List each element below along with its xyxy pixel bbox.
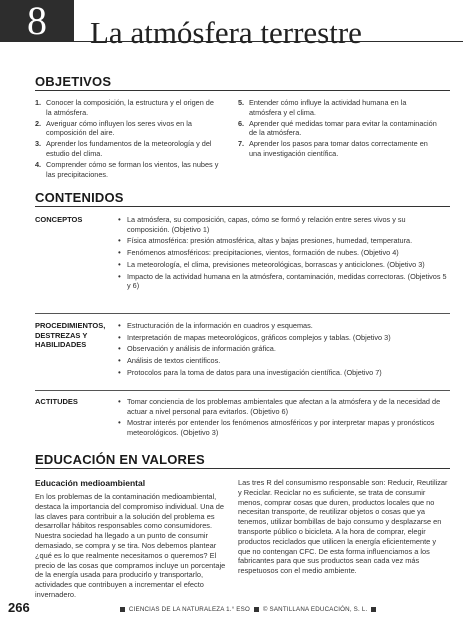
bullet-icon: • (118, 356, 121, 366)
bullet-icon: • (118, 259, 121, 269)
list-item-text: Interpretación de mapas meteorológicos, gráficos complejos y tablas. (Objetivo 3) (127, 332, 391, 342)
footer-credits (118, 606, 378, 613)
educacion-rule (35, 468, 450, 469)
objetivo-text: Conocer la composición, la estructura y el origen de la atmósfera. (46, 98, 214, 117)
divider (35, 313, 450, 314)
bullet-icon: • (118, 248, 121, 258)
objetivo-text: Aprender qué medidas tomar para evitar la contaminación de la atmósfera. (249, 118, 437, 138)
square-bullet-icon (371, 607, 376, 612)
bullet-icon: • (118, 215, 121, 224)
procedimientos-list (118, 321, 450, 380)
conceptos-label: CONCEPTOS (35, 215, 83, 224)
actitudes-label: ACTITUDES (35, 397, 78, 406)
bullet-icon: • (118, 321, 121, 330)
divider (35, 390, 450, 391)
objetivo-number: 1. (35, 98, 42, 107)
footer-left-text: CIENCIAS DE LA NATURALEZA 1.° ESO (128, 606, 250, 613)
list-item-text: Física atmosférica: presión atmosférica, altas y bajas presiones, humedad, temperatura. (127, 236, 413, 246)
objetivo-number: 7. (238, 139, 245, 149)
list-item (118, 236, 450, 246)
bullet-icon: • (118, 332, 121, 342)
actitudes-list (118, 397, 450, 440)
objetivo-text: Averiguar cómo influyen los seres vivos en la composición del aire. (46, 118, 192, 138)
list-item-text: Tomar conciencia de los problemas ambientales que afectan a la atmósfera y de la necesidad de actuar a nivel personal para evitarlos. (Objetivo 6) (127, 397, 441, 416)
objetivos-heading: OBJETIVOS (35, 74, 112, 89)
list-item-text: Mostrar interés por entender los fenómenos atmosféricos y por interpretar mapas y pronósticos meteorológicos. (Objetivo 3) (127, 418, 435, 438)
objetivos-rule (35, 90, 450, 91)
objetivo-item (35, 139, 220, 158)
list-item (118, 368, 450, 378)
list-item-text: Protocolos para la toma de datos para una investigación científica. (Objetivo 7) (127, 367, 382, 377)
objetivo-number: 6. (238, 118, 245, 128)
objetivo-item (238, 98, 438, 117)
bullet-icon: • (118, 397, 121, 406)
bullet-icon: • (118, 271, 121, 281)
contenidos-rule (35, 206, 450, 207)
objetivo-item (35, 160, 220, 179)
list-item-text: Fenómenos atmosféricos: precipitaciones, vientos, formación de nubes. (Objetivo 4) (127, 248, 399, 258)
bullet-icon: • (118, 344, 121, 354)
objetivo-number: 5. (238, 98, 245, 107)
objetivo-item (238, 119, 438, 138)
objetivo-item (35, 119, 220, 138)
list-item (118, 418, 450, 437)
objetivo-text: Comprender cómo se forman los vientos, las nubes y las precipitaciones. (46, 160, 219, 179)
objetivo-text: Entender cómo influye la actividad humana en la atmósfera y el clima. (249, 98, 407, 117)
conceptos-list (118, 215, 450, 293)
list-item (118, 333, 450, 343)
chapter-title: La atmósfera terrestre (90, 15, 362, 50)
square-bullet-icon (254, 607, 259, 612)
list-item (118, 260, 450, 270)
list-item-text: La atmósfera, su composición, capas, cómo se formó y relación entre seres vivos y su composición. (Objetivo 1) (127, 215, 406, 234)
list-item-text: Estructuración de la información en cuadros y esquemas. (127, 321, 313, 330)
square-bullet-icon (120, 607, 125, 612)
contenidos-heading: CONTENIDOS (35, 190, 124, 205)
objetivos-left-column (35, 98, 220, 181)
objetivo-item (35, 98, 220, 117)
list-item (118, 321, 450, 331)
objetivo-number: 2. (35, 118, 42, 128)
objetivo-item (238, 139, 438, 158)
educacion-right-text: Las tres R del consumismo responsable son: Reducir, Reutilizar y Reciclar. Reciclar no es suficiente, se trata de consumir menos, comprar cosas que duren, productos locales que no necesitan transporte, de reutilizar objetos o cosas que ya tenemos, utilizar bombillas de bajo consumo y desplazarse en transporte público o bicicleta. A la hora de comprar, elegir productos reciclados que utilicen la energía eficientemente y que no contengan CFC. De esta forma influenciamos a los fabricantes para que sus productos sean cada vez más respetuosos con el medio ambiente. (238, 478, 448, 576)
list-item (118, 215, 450, 234)
educacion-subheading: Educación medioambiental (35, 478, 146, 488)
procedimientos-label: PROCEDIMIENTOS, DESTREZAS Y HABILIDADES (35, 321, 106, 350)
chapter-number: 8 (0, 0, 74, 42)
educacion-heading: EDUCACIÓN EN VALORES (35, 452, 205, 467)
list-item-text: La meteorología, el clima, previsiones meteorológicas, borrascas y anticiclones. (Objetivo 3) (127, 259, 425, 269)
list-item (118, 248, 450, 258)
list-item-text: Impacto de la actividad humana en la atmósfera, contaminación, medidas correctoras. (Objetivos 5 y 6) (127, 271, 447, 291)
footer-right-text: © SANTILLANA EDUCACIÓN, S. L. (262, 606, 368, 613)
list-item (118, 272, 450, 291)
list-item (118, 397, 450, 416)
objetivo-text: Aprender los fundamentos de la meteorología y del estudio del clima. (46, 139, 212, 158)
list-item (118, 344, 450, 354)
objetivos-right-column (238, 98, 438, 160)
bullet-icon: • (118, 418, 121, 428)
list-item-text: Análisis de textos científicos. (127, 356, 221, 366)
educacion-left-text: En los problemas de la contaminación medioambiental, destaca la importancia del compromiso individual. Una de las claves para contribuir a la solución del problema es desarrollar hábitos responsables como consumidores. Nuestra sociedad ha llegado a un punto de consumir demasiado, se compra y se tira. Nos debemos plantear ¿qué es lo que realmente necesitamos o queremos? El precio de las cosas que compramos incluye un porcentaje de la energía usada para producirlo y transportarlo, actividades que contribuyen a incrementar el efecto invernadero. (35, 492, 226, 599)
bullet-icon: • (118, 236, 121, 246)
objetivo-text: Aprender los pasos para tomar datos correctamente en una investigación científica. (249, 139, 428, 158)
objetivo-number: 4. (35, 160, 42, 170)
objetivo-number: 3. (35, 139, 42, 149)
bullet-icon: • (118, 367, 121, 377)
list-item-text: Observación y análisis de información gráfica. (127, 344, 276, 354)
page-number: 266 (8, 600, 30, 615)
list-item (118, 356, 450, 366)
